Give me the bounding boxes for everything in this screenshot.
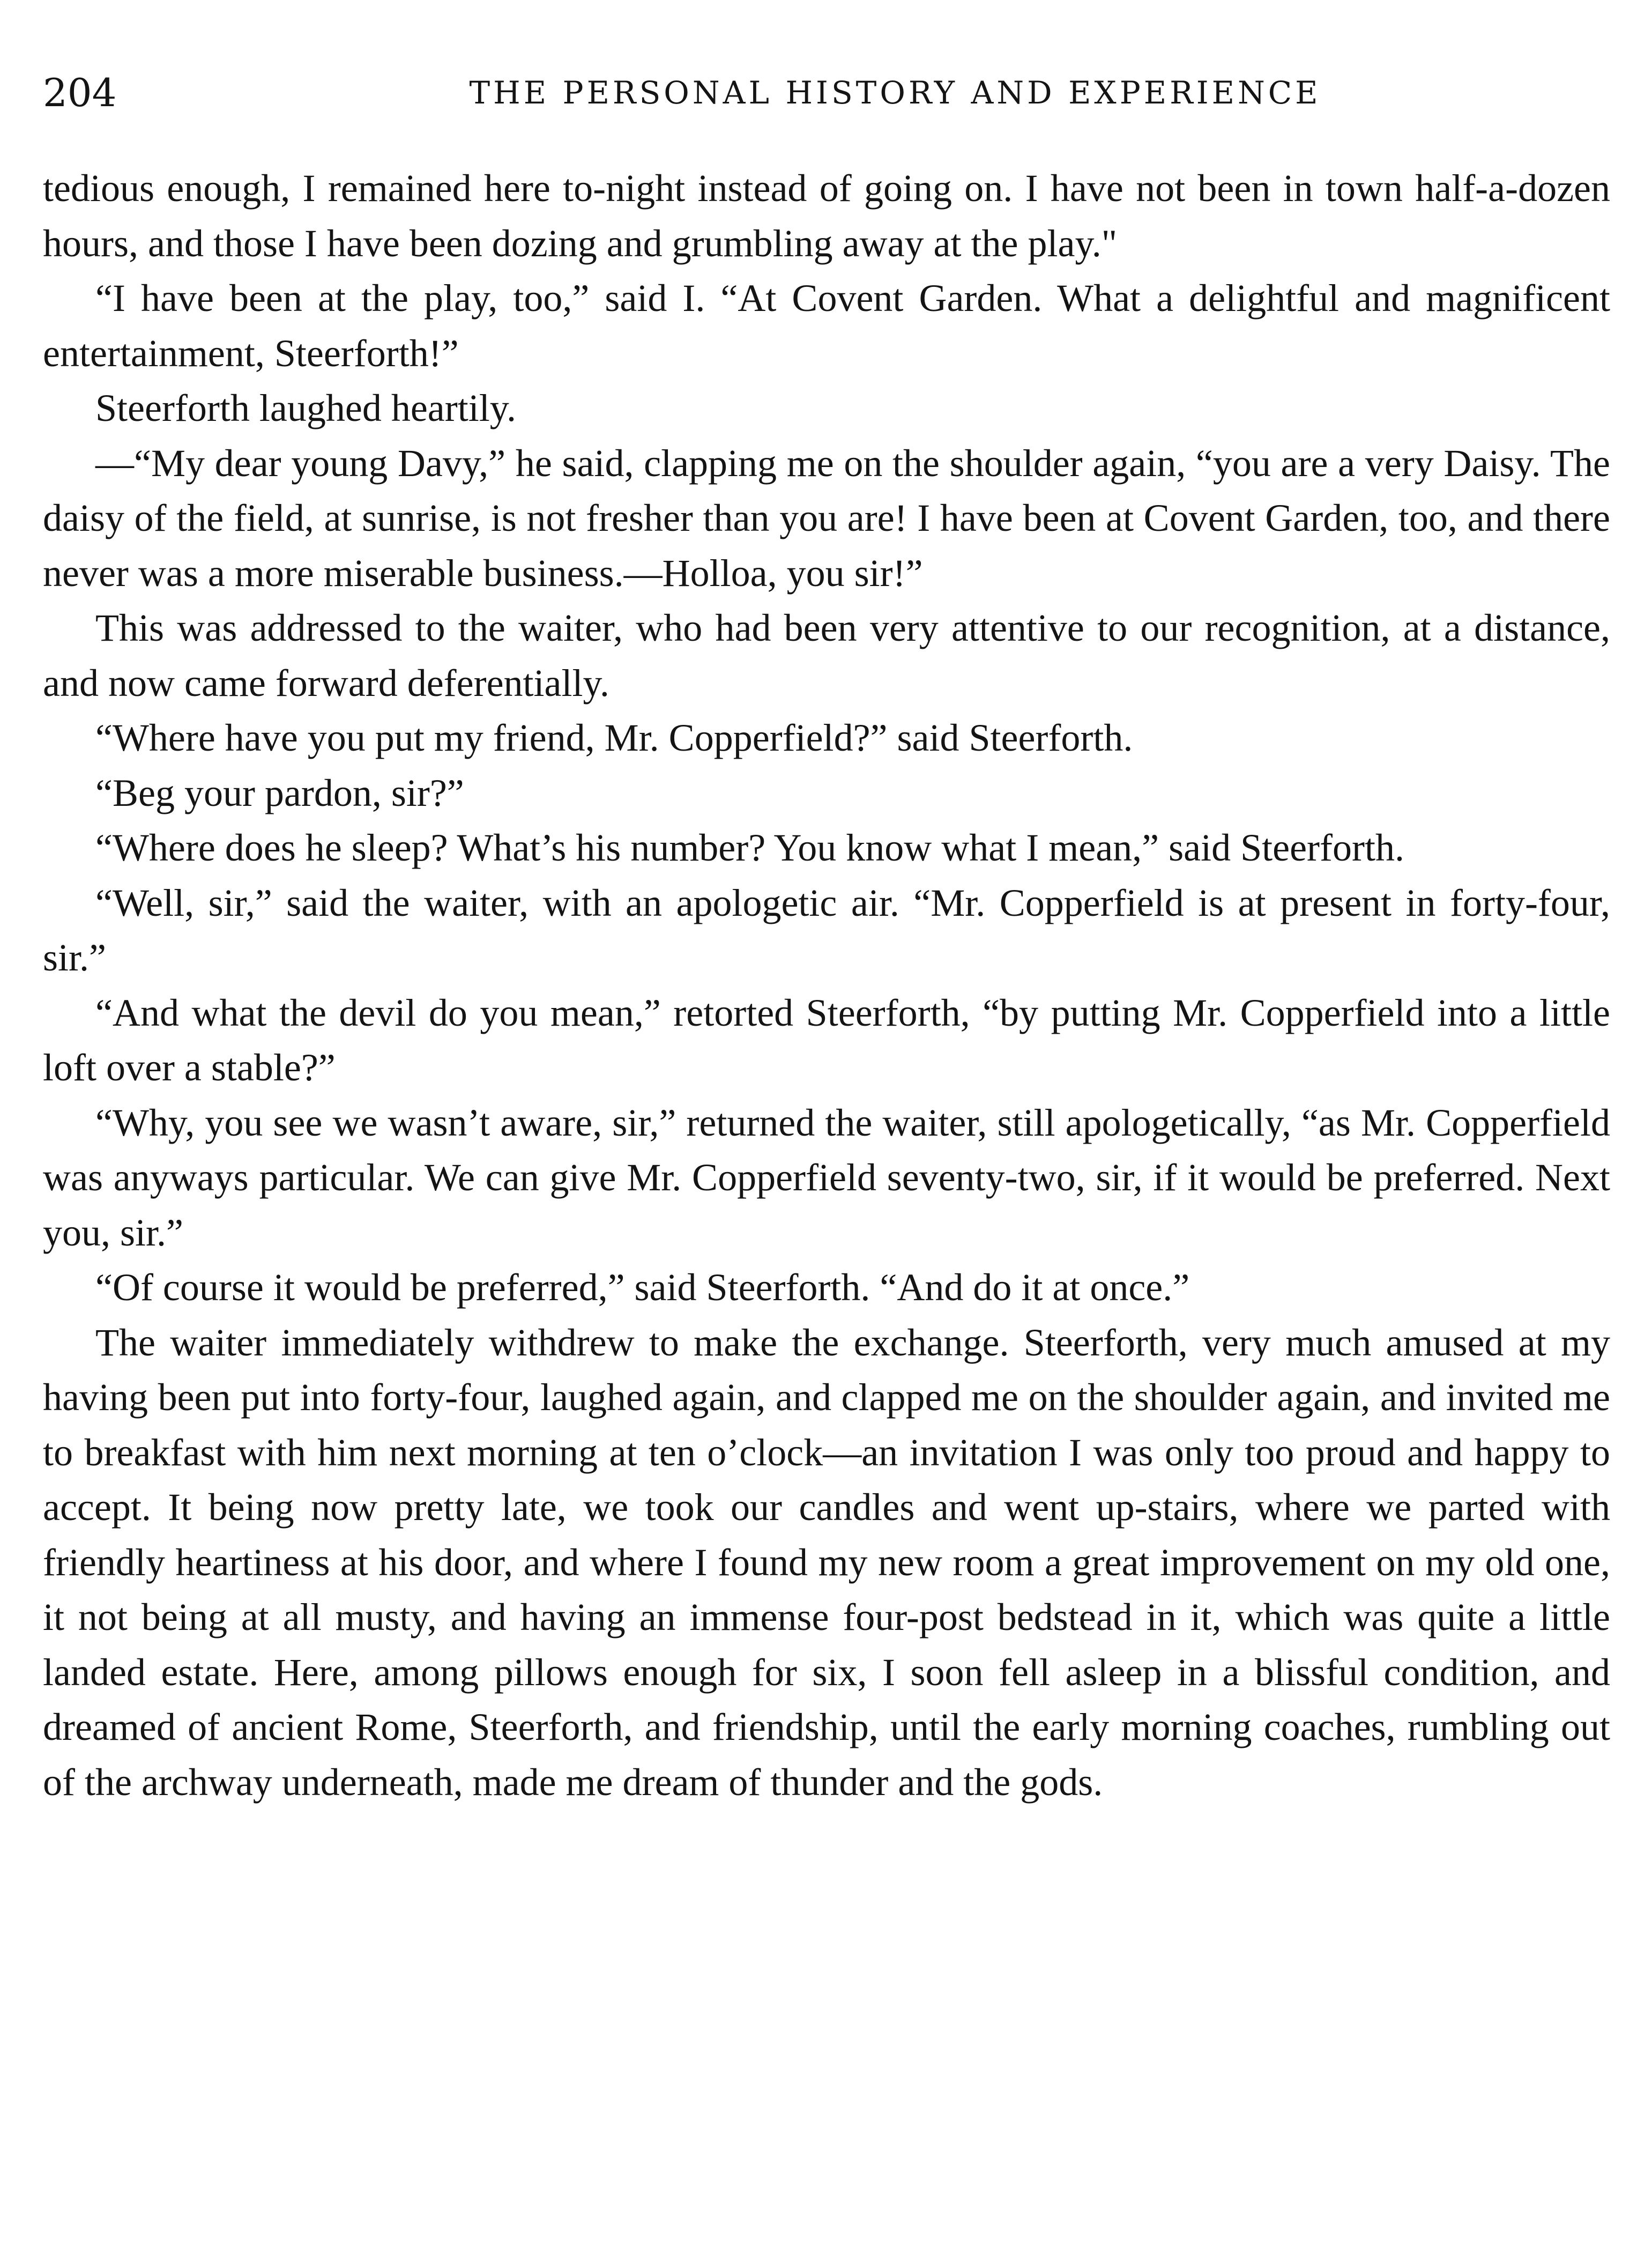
paragraph: “And what the devil do you mean,” retorted Steerforth, “by putting Mr. Copperfield into a little loft over a stable?” <box>43 991 1610 1089</box>
paragraph: “Beg your pardon, sir?” <box>95 771 464 814</box>
paragraph: —“My dear young Davy,” he said, clapping me on the shoulder again, “you are a very Daisy. The daisy of the field, at sunrise, is not fresher than you are! I have been at Covent Garden, too, and there never was a more miserable business.—Holloa, you sir!” <box>43 441 1610 595</box>
paragraph: Steerforth laughed heartily. <box>95 387 517 429</box>
paragraph: This was addressed to the waiter, who had been very attentive to our recognition, at a distance, and now came forward deferentially. <box>43 606 1610 705</box>
paragraph: “Where does he sleep? What’s his number? You know what I mean,” said Steerforth. <box>95 826 1404 869</box>
paragraph: The waiter immediately withdrew to make the exchange. Steerforth, very much amused at my having been put into forty-four, laughed again, and clapped me on the shoulder again, and invited me to breakfast with him next morning at ten o’clock—an invitation I was only too proud and happy to accept. It being now pretty late, we took our candles and went up-stairs, where we parted with friendly heartiness at his door, and where I found my new room a great improvement on my old one, it not being at all musty, and having an immense four-post bedstead in it, which was quite a little landed estate. Here, among pillows enough for six, I soon fell asleep in a blissful condition, and dreamed of ancient Rome, Steerforth, and friendship, until the early morning coaches, rumbling out of the archway underneath, made me dream of thunder and the gods. <box>43 1321 1610 1804</box>
paragraph: “Of course it would be preferred,” said Steerforth. “And do it at once.” <box>95 1266 1190 1309</box>
paragraph-continuation: tedious enough, I remained here to-night instead of going on. I have not been in town half-a-dozen hours, and those I have been dozing and grumbling away at the play." <box>43 167 1610 265</box>
paragraph: “Why, you see we wasn’t aware, sir,” returned the waiter, still apologetically, “as Mr. Copperfield was anyways particular. We can give Mr. Copperfield seventy-two, sir, if it would be preferred. Next you, sir.” <box>43 1101 1610 1254</box>
paragraph: “Where have you put my friend, Mr. Copperfield?” said Steerforth. <box>95 716 1133 759</box>
running-title: THE PERSONAL HISTORY AND EXPERIENCE <box>469 75 1321 111</box>
page-number: 204 <box>43 70 117 115</box>
running-head <box>43 63 1613 122</box>
paragraph: “I have been at the play, too,” said I. “At Covent Garden. What a delightful and magnificent entertainment, Steerforth!” <box>43 277 1610 375</box>
body-text <box>43 161 1610 1810</box>
paragraph: “Well, sir,” said the waiter, with an apologetic air. “Mr. Copperfield is at present in forty-four, sir.” <box>43 881 1610 979</box>
